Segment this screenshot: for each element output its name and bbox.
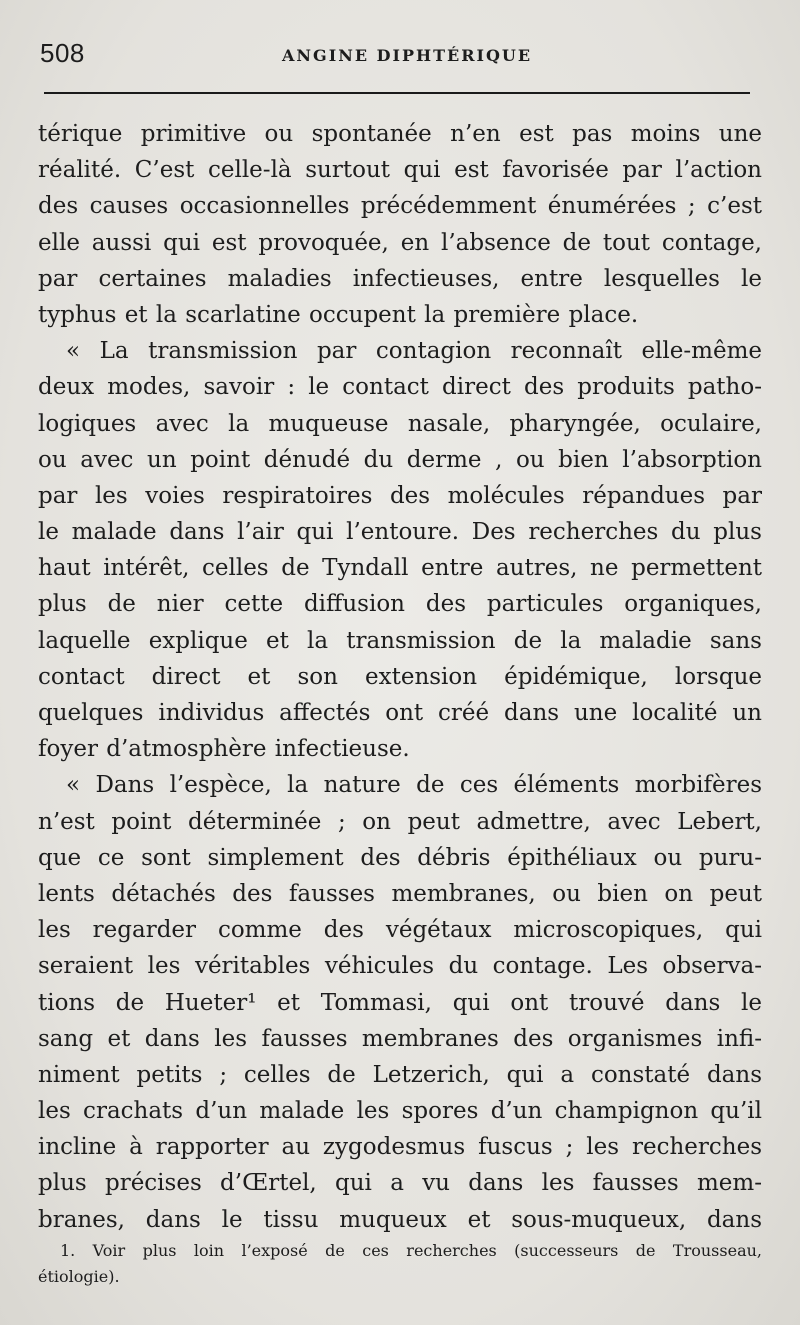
- text-line: haut intérêt, celles de Tyndall entre autres, ne permettent: [38, 555, 762, 582]
- text-line: incline à rapporter au zygodesmus fuscus ; les recherches: [38, 1134, 762, 1161]
- text-line: les regarder comme des végétaux microscopiques, qui: [38, 917, 762, 944]
- page-number: 508: [40, 38, 85, 68]
- header-rule: [44, 92, 750, 94]
- text-line: le malade dans l’air qui l’entoure. Des recherches du plus: [38, 519, 762, 546]
- text-line: deux modes, savoir : le contact direct des produits patho-: [38, 374, 762, 401]
- text-line: par certaines maladies infectieuses, entre lesquelles le: [38, 265, 762, 292]
- text-line: réalité. C’est celle-là surtout qui est favorisée par l’action: [38, 157, 762, 184]
- text-line: les crachats d’un malade les spores d’un champignon qu’il: [38, 1098, 762, 1125]
- text-line: lents détachés des fausses membranes, ou bien on peut: [38, 880, 762, 907]
- text-line: quelques individus affectés ont créé dans une localité un: [38, 700, 762, 726]
- body-text: [38, 116, 762, 1238]
- text-line: « Dans l’espèce, la nature de ces éléments morbifères: [66, 772, 762, 799]
- text-line: laquelle explique et la transmission de la maladie sans: [38, 627, 762, 654]
- text-line: seraient les véritables véhicules du contage. Les observa-: [38, 953, 762, 980]
- text-line: sang et dans les fausses membranes des organismes infi-: [38, 1025, 762, 1052]
- running-title: ANGINE DIPHTÉRIQUE: [282, 46, 533, 65]
- text-line: plus de nier cette diffusion des particules organiques,: [38, 591, 762, 618]
- text-line: elle aussi qui est provoquée, en l’absence de tout contage,: [38, 229, 762, 256]
- text-line: des causes occasionnelles précédemment énumérées ; c’est: [38, 193, 762, 220]
- text-line: n’est point déterminée ; on peut admettre, avec Lebert,: [38, 808, 762, 835]
- page-header: [40, 38, 760, 72]
- text-line: typhus et la scarlatine occupent la première place.: [38, 301, 639, 328]
- text-line: niment petits ; celles de Letzerich, qui a constaté dans: [38, 1061, 762, 1088]
- text-line: foyer d’atmosphère infectieuse.: [38, 736, 410, 763]
- text-line: ou avec un point dénudé du derme , ou bien l’absorption: [38, 446, 762, 473]
- text-line: logiques avec la muqueuse nasale, pharyngée, oculaire,: [38, 410, 762, 437]
- text-line: plus précises d’Œrtel, qui a vu dans les fausses mem-: [38, 1170, 762, 1197]
- footnote: [38, 1238, 762, 1290]
- footnote-line: étiologie).: [38, 1267, 120, 1286]
- text-line: branes, dans le tissu muqueux et sous-muqueux, dans: [38, 1206, 762, 1233]
- text-line: térique primitive ou spontanée n’en est pas moins une: [38, 121, 762, 147]
- footnote-line: 1. Voir plus loin l’exposé de ces recherches (successeurs de Trousseau,: [60, 1241, 762, 1260]
- text-line: « La transmission par contagion reconnaît elle-même: [66, 338, 762, 365]
- text-line: par les voies respiratoires des molécules répandues par: [38, 482, 762, 509]
- text-line: tions de Hueter¹ et Tommasi, qui ont trouvé dans le: [38, 989, 762, 1016]
- text-line: que ce sont simplement des débris épithéliaux ou puru-: [38, 844, 762, 871]
- text-line: contact direct et son extension épidémique, lorsque: [38, 663, 762, 690]
